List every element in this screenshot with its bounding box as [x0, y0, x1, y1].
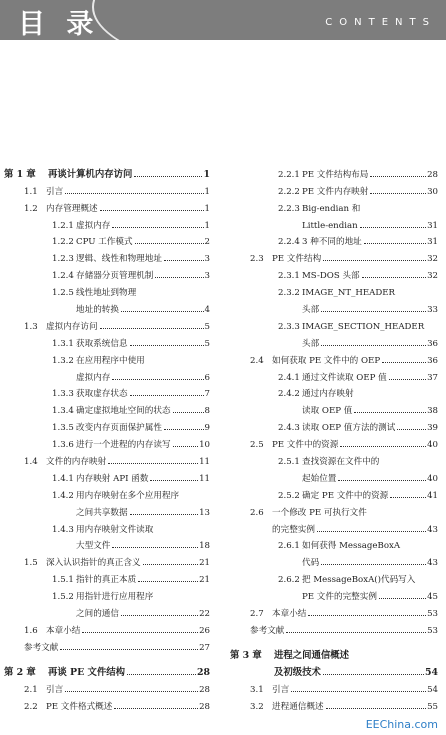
entry-number: 第 2 章	[4, 666, 36, 678]
page-number: 6	[204, 372, 210, 383]
toc-entry	[230, 644, 438, 661]
page-number: 5	[204, 321, 210, 332]
entry-title: 之间的通信	[76, 609, 119, 620]
dot-leader	[321, 311, 426, 312]
page-number: 28	[427, 169, 438, 180]
entry-number: 2.3.1	[278, 271, 300, 282]
toc-entry	[230, 247, 438, 264]
entry-number: 1.3.5	[52, 423, 74, 434]
dot-leader	[65, 193, 203, 194]
page-number: 36	[427, 338, 438, 349]
dot-leader	[121, 311, 204, 312]
spacer	[4, 653, 210, 661]
page-number: 40	[427, 440, 438, 451]
entry-number: 1.3	[24, 321, 38, 332]
toc-entry	[4, 535, 210, 552]
entry-title: 用指针进行应用程序	[76, 592, 154, 603]
entry-number: 2.5	[250, 440, 264, 451]
entry-title: 引言	[272, 684, 290, 695]
entry-number: 1.3.3	[52, 389, 74, 400]
page-number: 28	[196, 666, 210, 678]
entry-number: 2.2.2	[278, 186, 300, 197]
entry-number: 3.2	[250, 701, 264, 712]
toc-entry	[4, 197, 210, 214]
dot-leader	[130, 514, 198, 515]
entry-title: 头部	[302, 305, 320, 316]
page-number: 28	[199, 684, 210, 695]
entry-number: 2.3	[250, 254, 264, 265]
watermark: EEChina.com	[365, 718, 438, 731]
page-number: 9	[204, 423, 210, 434]
dot-leader	[135, 243, 204, 244]
entry-title: 如何获取 PE 文件中的 OEP	[272, 355, 381, 366]
entry-title: 文件的内存映射	[46, 457, 107, 468]
page-number: 26	[199, 625, 210, 636]
dot-leader	[364, 243, 426, 244]
entry-title: 虚拟内存	[76, 220, 111, 231]
entry-title: 头部	[302, 338, 320, 349]
dot-leader	[164, 429, 204, 430]
toc-entry	[230, 399, 438, 416]
page-number: 28	[199, 701, 210, 712]
dot-leader	[370, 176, 426, 177]
toc-entry	[230, 518, 438, 535]
toc-entry	[230, 264, 438, 281]
entry-title: 用内存映射文件读取	[76, 524, 154, 535]
dot-leader	[323, 260, 426, 261]
toc-entry	[4, 281, 210, 298]
dot-leader	[82, 632, 198, 633]
page-number: 5	[204, 338, 210, 349]
page-number: 8	[204, 406, 210, 417]
entry-title: 读取 OEP 值	[302, 406, 353, 417]
entry-number: 1.3.4	[52, 406, 74, 417]
entry-title: 3 种不同的地址	[302, 237, 362, 248]
page-number: 38	[427, 406, 438, 417]
page-number: 53	[427, 625, 438, 636]
page-number: 21	[199, 575, 210, 586]
entry-title: PE 文件结构布局	[302, 169, 369, 180]
toc-entry	[230, 501, 438, 518]
page-number: 30	[427, 186, 438, 197]
entry-title: 参考文献	[24, 642, 59, 653]
entry-title: Big-endian 和	[302, 203, 361, 214]
page-number: 32	[427, 254, 438, 265]
page-number: 43	[427, 524, 438, 535]
entry-number: 1.2.2	[52, 237, 74, 248]
dot-leader	[65, 691, 198, 692]
page-number: 21	[199, 558, 210, 569]
entry-title: MS-DOS 头部	[302, 271, 360, 282]
entry-number: 1.3.1	[52, 338, 74, 349]
toc-entry	[4, 678, 210, 695]
entry-title: 如何获得 MessageBoxA	[302, 541, 401, 552]
entry-title: 引言	[46, 684, 64, 695]
page-number: 13	[199, 507, 210, 518]
entry-title: 查找资源在文件中的	[302, 457, 380, 468]
dot-leader	[108, 463, 198, 464]
toc-column-right	[230, 163, 438, 712]
entry-title: 进程之间通信概述	[274, 649, 350, 661]
entry-number: 2.5.1	[278, 457, 300, 468]
entry-title: Little-endian	[302, 220, 358, 231]
page-number: 11	[199, 457, 210, 468]
dot-leader	[114, 708, 198, 709]
page-number: 11	[199, 473, 210, 484]
entry-title: IMAGE_NT_HEADER	[302, 288, 395, 299]
page-number: 10	[199, 440, 210, 451]
entry-number: 1.4.1	[52, 473, 74, 484]
toc-entry	[230, 568, 438, 585]
entry-number: 1.1	[24, 186, 38, 197]
entry-number: 1.3.6	[52, 440, 74, 451]
entry-title: 代码	[302, 558, 320, 569]
dot-leader	[321, 564, 426, 565]
entry-number: 2.3.2	[278, 288, 300, 299]
toc-entry	[230, 197, 438, 214]
page-number: 3	[204, 271, 210, 282]
page-number: 43	[427, 558, 438, 569]
dot-leader	[326, 708, 426, 709]
entry-title: PE 文件内存映射	[302, 186, 369, 197]
toc-entry	[4, 231, 210, 248]
entry-title: 读取 OEP 值方法的测试	[302, 423, 396, 434]
toc-entry	[230, 433, 438, 450]
toc-entry	[4, 180, 210, 197]
toc-entry	[230, 695, 438, 712]
toc-column-left	[4, 163, 210, 712]
entry-number: 2.6.2	[278, 575, 300, 586]
entry-number: 2.4	[250, 355, 264, 366]
dot-leader	[164, 260, 204, 261]
toc-entry	[4, 636, 210, 653]
page-number: 18	[199, 541, 210, 552]
entry-title: 再谈 PE 文件结构	[48, 666, 125, 678]
entry-title: 一个修改 PE 可执行文件	[272, 507, 367, 518]
toc-entry	[4, 349, 210, 366]
entry-title: 把 MessageBoxA()代码写入	[302, 575, 416, 586]
entry-title: 改变内存页面保护属性	[76, 423, 162, 434]
toc-entry	[230, 661, 438, 678]
dot-leader	[121, 615, 198, 616]
entry-title: PE 文件的完整实例	[302, 592, 377, 603]
entry-title: 之间共享数据	[76, 507, 128, 518]
entry-number: 2.2	[24, 701, 38, 712]
toc-entry	[4, 247, 210, 264]
toc-entry	[4, 366, 210, 383]
entry-number: 2.5.2	[278, 490, 300, 501]
page-number: 27	[199, 642, 210, 653]
dot-leader	[382, 362, 426, 363]
dot-leader	[338, 480, 426, 481]
entry-title: 存储器分页管理机制	[76, 271, 154, 282]
toc-entry	[4, 383, 210, 400]
toc-entry	[230, 281, 438, 298]
entry-number: 1.5.2	[52, 592, 74, 603]
header-banner	[0, 0, 446, 40]
toc-entry	[230, 383, 438, 400]
toc-entry	[230, 332, 438, 349]
entry-number: 2.2.4	[278, 237, 300, 248]
entry-title: 深入认识指针的真正含义	[46, 558, 141, 569]
dot-leader	[390, 497, 426, 498]
entry-number: 2.1	[24, 684, 38, 695]
page-number: 40	[427, 473, 438, 484]
toc-entry	[230, 231, 438, 248]
entry-number: 3.1	[250, 684, 264, 695]
page-number: 1	[203, 168, 210, 180]
toc-entry	[4, 568, 210, 585]
page-number: 1	[204, 186, 210, 197]
entry-title: 及初级技术	[274, 666, 321, 678]
entry-number: 1.2.4	[52, 271, 74, 282]
toc-entry	[4, 695, 210, 712]
toc-entry	[230, 366, 438, 383]
entry-title: 逻辑、线性和物理地址	[76, 254, 162, 265]
entry-number: 2.4.1	[278, 372, 300, 383]
dot-leader	[360, 227, 426, 228]
toc-entry	[230, 551, 438, 568]
toc-entry	[230, 315, 438, 332]
entry-title: 引言	[46, 186, 64, 197]
dot-leader	[323, 674, 424, 675]
entry-title: 确定虚拟地址空间的状态	[76, 406, 171, 417]
dot-leader	[134, 176, 202, 177]
entry-number: 1.4.3	[52, 524, 74, 535]
entry-number: 1.2.3	[52, 254, 74, 265]
entry-title: 起始位置	[302, 473, 337, 484]
toc-entry	[230, 450, 438, 467]
toc-entry	[4, 501, 210, 518]
entry-title: 虚拟内存	[76, 372, 111, 383]
dot-leader	[379, 598, 426, 599]
toc-entry	[4, 399, 210, 416]
dot-leader	[308, 615, 426, 616]
entry-title: 指针的真正本质	[76, 575, 137, 586]
entry-title: CPU 工作模式	[76, 237, 133, 248]
entry-number: 2.6	[250, 507, 264, 518]
entry-title: 用内存映射在多个应用程序	[76, 490, 180, 501]
entry-number: 1.5.1	[52, 575, 74, 586]
entry-title: 的完整实例	[272, 524, 315, 535]
entry-title: 通过文件读取 OEP 值	[302, 372, 387, 383]
entry-title: 线性地址到物理	[76, 288, 137, 299]
page-number: 39	[427, 423, 438, 434]
page-number: 1	[204, 203, 210, 214]
entry-number: 1.2.5	[52, 288, 74, 299]
toc-entry	[4, 585, 210, 602]
toc-entry	[4, 551, 210, 568]
toc-entry	[230, 619, 438, 636]
toc-entry	[4, 484, 210, 501]
toc-entry	[4, 619, 210, 636]
toc-entry	[230, 349, 438, 366]
toc-entry	[230, 298, 438, 315]
entry-title: 本章小结	[46, 625, 81, 636]
entry-number: 1.4	[24, 457, 38, 468]
toc-entry	[4, 264, 210, 281]
page-number: 3	[204, 254, 210, 265]
toc-entry	[230, 163, 438, 180]
entry-number: 2.7	[250, 609, 264, 620]
toc-entry	[4, 298, 210, 315]
toc-entry	[230, 416, 438, 433]
toc-entry	[4, 602, 210, 619]
page-number: 55	[427, 701, 438, 712]
entry-number: 2.6.1	[278, 541, 300, 552]
toc-entry	[4, 214, 210, 231]
dot-leader	[291, 691, 426, 692]
page-title: 目 录	[18, 9, 100, 40]
entry-title: 获取虚存状态	[76, 389, 128, 400]
dot-leader	[286, 632, 426, 633]
page-number: 33	[427, 305, 438, 316]
page-number: 22	[199, 609, 210, 620]
page-number: 4	[204, 305, 210, 316]
toc-entry	[4, 518, 210, 535]
entry-number: 2.4.3	[278, 423, 300, 434]
dot-leader	[112, 379, 203, 380]
toc-entry	[230, 535, 438, 552]
dot-leader	[397, 429, 426, 430]
page-number: 2	[204, 237, 210, 248]
entry-title: PE 文件结构	[272, 254, 322, 265]
entry-title: 内存映射 API 函数	[76, 473, 149, 484]
entry-number: 第 1 章	[4, 168, 36, 180]
page-number: 54	[424, 666, 438, 678]
entry-title: PE 文件格式概述	[46, 701, 113, 712]
dot-leader	[173, 412, 204, 413]
toc-entry	[4, 467, 210, 484]
entry-number: 1.6	[24, 625, 38, 636]
entry-title: 获取系统信息	[76, 338, 128, 349]
entry-number: 1.2.1	[52, 220, 74, 231]
dot-leader	[60, 649, 198, 650]
toc-entry	[4, 433, 210, 450]
entry-title: 参考文献	[250, 625, 285, 636]
entry-number: 1.2	[24, 203, 38, 214]
entry-number: 2.2.3	[278, 203, 300, 214]
dot-leader	[389, 379, 426, 380]
entry-title: 虚拟内存访问	[46, 321, 98, 332]
toc-entry	[230, 678, 438, 695]
toc-entry	[4, 315, 210, 332]
toc-entry	[230, 484, 438, 501]
page-number: 54	[427, 684, 438, 695]
toc-entry	[230, 585, 438, 602]
entry-title: 再谈计算机内存访问	[48, 168, 133, 180]
entry-title: 通过内存映射	[302, 389, 354, 400]
entry-title: 内存管理概述	[46, 203, 98, 214]
entry-title: 在应用程序中使用	[76, 355, 145, 366]
entry-title: IMAGE_SECTION_HEADER	[302, 321, 425, 332]
dot-leader	[155, 277, 203, 278]
entry-title: PE 文件中的资源	[272, 440, 339, 451]
entry-number: 1.4.2	[52, 490, 74, 501]
page-number: 31	[427, 237, 438, 248]
dot-leader	[321, 345, 426, 346]
page-number: 7	[204, 389, 210, 400]
dot-leader	[127, 674, 196, 675]
dot-leader	[354, 412, 426, 413]
dot-leader	[173, 446, 199, 447]
entry-title: 进行一个进程的内存读写	[76, 440, 171, 451]
entry-title: 进程通信概述	[272, 701, 324, 712]
entry-title: 确定 PE 文件中的资源	[302, 490, 389, 501]
page-number: 36	[427, 355, 438, 366]
dot-leader	[100, 328, 204, 329]
entry-number: 2.2.1	[278, 169, 300, 180]
dot-leader	[100, 210, 204, 211]
dot-leader	[143, 564, 199, 565]
toc-entry	[230, 214, 438, 231]
page-number: 41	[427, 490, 438, 501]
page-number: 32	[427, 271, 438, 282]
dot-leader	[362, 277, 426, 278]
entry-title: 地址的转换	[76, 305, 119, 316]
dot-leader	[317, 531, 426, 532]
toc-entry	[4, 163, 210, 180]
entry-number: 1.5	[24, 558, 38, 569]
entry-title: 本章小结	[272, 609, 307, 620]
page-number: 31	[427, 220, 438, 231]
dot-leader	[112, 547, 198, 548]
toc-entry	[4, 332, 210, 349]
page-number: 53	[427, 609, 438, 620]
page-number: 37	[427, 372, 438, 383]
dot-leader	[130, 345, 204, 346]
page-number: 1	[204, 220, 210, 231]
toc-entry	[4, 450, 210, 467]
toc-entry	[230, 602, 438, 619]
dot-leader	[370, 193, 426, 194]
dot-leader	[130, 395, 204, 396]
entry-number: 1.3.2	[52, 355, 74, 366]
dot-leader	[340, 446, 426, 447]
entry-number: 2.4.2	[278, 389, 300, 400]
page-number: 45	[427, 592, 438, 603]
entry-title: 大型文件	[76, 541, 111, 552]
dot-leader	[112, 227, 203, 228]
dot-leader	[138, 581, 198, 582]
toc-entry	[230, 180, 438, 197]
dot-leader	[150, 480, 198, 481]
spacer	[230, 636, 438, 644]
page-subtitle: CONTENTS	[325, 17, 436, 28]
toc-entry	[230, 467, 438, 484]
entry-number: 2.3.3	[278, 321, 300, 332]
toc-entry	[4, 661, 210, 678]
toc-entry	[4, 416, 210, 433]
entry-number: 第 3 章	[230, 649, 262, 661]
